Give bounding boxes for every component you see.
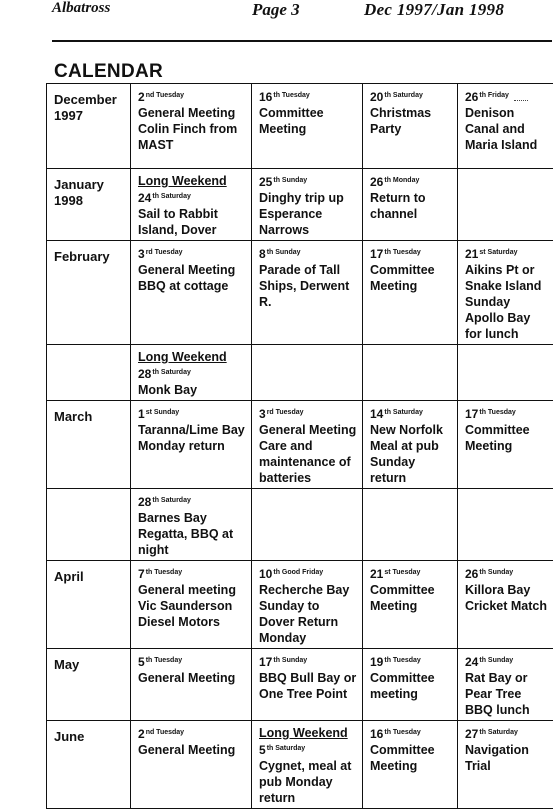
event-date — [259, 245, 357, 262]
event-cell — [363, 401, 458, 489]
event-text: General Meeting — [138, 670, 246, 686]
event-text: Killora Bay Cricket Match — [465, 582, 548, 614]
event-cell — [458, 721, 553, 809]
event-text: Taranna/Lime Bay Monday return — [138, 422, 246, 454]
day-number: 25 — [259, 175, 272, 189]
event-cell — [252, 721, 363, 809]
event-text: Monk Bay — [138, 382, 246, 398]
event-cell — [252, 561, 363, 649]
event-text: New Norfolk Meal at pub Sunday return — [370, 422, 452, 486]
event-date — [370, 725, 452, 742]
event-cell — [363, 84, 458, 169]
day-suffix: th Saturday — [152, 369, 191, 376]
calendar-title: CALENDAR — [54, 61, 163, 83]
day-number: 21 — [370, 567, 383, 581]
page-header — [52, 0, 552, 22]
day-number: 3 — [259, 407, 266, 421]
event-date — [465, 245, 548, 262]
day-number: 19 — [370, 655, 383, 669]
event-cell — [458, 169, 553, 241]
event-cell — [131, 84, 252, 169]
event-date — [259, 405, 357, 422]
event-date — [465, 88, 548, 105]
month-cell: May — [47, 649, 131, 721]
day-number: 16 — [370, 727, 383, 741]
day-suffix: th Saturday — [479, 729, 518, 736]
day-suffix: th Saturday — [384, 409, 423, 416]
event-cell — [363, 561, 458, 649]
event-date — [259, 653, 357, 670]
day-suffix: th Tuesday — [384, 729, 420, 736]
event-text: Committee Meeting — [370, 262, 452, 294]
day-number: 20 — [370, 90, 383, 104]
event-text: General Meeting BBQ at cottage — [138, 262, 246, 294]
event-cell — [131, 241, 252, 345]
event-cell — [363, 489, 458, 561]
event-text: General meeting Vic Saunderson Diesel Motors — [138, 582, 246, 630]
event-text: Barnes Bay Regatta, BBQ at night — [138, 510, 246, 558]
issue-date: Dec 1997/Jan 1998 — [364, 0, 504, 20]
day-number: 2 — [138, 727, 145, 741]
day-suffix: st Sunday — [146, 409, 179, 416]
day-suffix: rd Tuesday — [146, 249, 183, 256]
month-cell: February — [47, 241, 131, 345]
day-number: 1 — [138, 407, 145, 421]
day-number: 26 — [465, 90, 478, 104]
event-date — [370, 88, 452, 105]
day-number: 17 — [465, 407, 478, 421]
day-number: 24 — [138, 191, 151, 205]
day-suffix: th Tuesday — [384, 657, 420, 664]
event-date — [259, 173, 357, 190]
calendar-row — [47, 241, 553, 345]
event-date — [138, 493, 246, 510]
event-cell — [458, 241, 553, 345]
event-text: Sail to Rabbit Island, Dover — [138, 206, 246, 238]
day-suffix: st Saturday — [479, 249, 517, 256]
day-suffix: th Sunday — [479, 657, 513, 664]
event-cell — [363, 345, 458, 401]
day-number: 26 — [465, 567, 478, 581]
day-number: 10 — [259, 567, 272, 581]
day-number: 21 — [465, 247, 478, 261]
day-number: 14 — [370, 407, 383, 421]
event-date — [259, 88, 357, 105]
month-cell: June — [47, 721, 131, 809]
event-date — [138, 365, 246, 382]
event-text: Denison Canal and Maria Island — [465, 105, 548, 153]
event-text: General Meeting Colin Finch from MAST — [138, 105, 246, 153]
event-date — [138, 245, 246, 262]
day-suffix: th Good Friday — [273, 569, 323, 576]
event-cell — [252, 84, 363, 169]
long-weekend-heading: Long Weekend — [138, 349, 246, 365]
event-date — [370, 245, 452, 262]
event-text: BBQ Bull Bay or One Tree Point — [259, 670, 357, 702]
event-text: Cygnet, meal at pub Monday return — [259, 758, 357, 806]
event-text: Parade of Tall Ships, Derwent R. — [259, 262, 357, 310]
calendar-row — [47, 401, 553, 489]
event-date — [370, 405, 452, 422]
month-cell: April — [47, 561, 131, 649]
event-text: Christmas Party — [370, 105, 452, 137]
event-cell — [458, 489, 553, 561]
long-weekend-heading: Long Weekend — [259, 725, 357, 741]
event-cell — [131, 345, 252, 401]
calendar-row — [47, 169, 553, 241]
event-date — [370, 173, 452, 190]
event-date — [370, 653, 452, 670]
event-cell — [252, 649, 363, 721]
event-cell — [363, 721, 458, 809]
calendar-row — [47, 649, 553, 721]
event-cell — [458, 84, 553, 169]
day-suffix: th Tuesday — [146, 657, 182, 664]
event-date — [465, 725, 548, 742]
day-suffix: nd Tuesday — [146, 92, 184, 99]
event-cell — [252, 489, 363, 561]
event-date — [138, 653, 246, 670]
calendar-table — [46, 83, 553, 809]
event-text: Committee Meeting — [465, 422, 548, 454]
event-text: Return to channel — [370, 190, 452, 222]
day-number: 5 — [259, 743, 266, 757]
event-text: Rat Bay or Pear Tree BBQ lunch — [465, 670, 548, 718]
event-cell — [363, 649, 458, 721]
day-number: 5 — [138, 655, 145, 669]
day-suffix: nd Tuesday — [146, 729, 184, 736]
day-number: 2 — [138, 90, 145, 104]
day-number: 26 — [370, 175, 383, 189]
month-cell: January 1998 — [47, 169, 131, 241]
day-suffix: th Tuesday — [146, 569, 182, 576]
month-cell: March — [47, 401, 131, 489]
day-suffix: th Tuesday — [384, 249, 420, 256]
event-cell — [131, 401, 252, 489]
event-cell — [131, 489, 252, 561]
day-number: 17 — [370, 247, 383, 261]
event-text: Dinghy trip up Esperance Narrows — [259, 190, 357, 238]
day-suffix: th Saturday — [152, 193, 191, 200]
day-suffix: th Sunday — [267, 249, 301, 256]
event-date — [138, 405, 246, 422]
calendar-row — [47, 84, 553, 169]
newsletter-title: Albatross — [52, 0, 110, 17]
event-cell — [131, 561, 252, 649]
event-text: Committee Meeting — [370, 742, 452, 774]
day-number: 27 — [465, 727, 478, 741]
day-number: 8 — [259, 247, 266, 261]
event-text: Committee Meeting — [370, 582, 452, 614]
day-suffix: th Friday — [479, 92, 509, 99]
event-cell — [363, 169, 458, 241]
event-text: Aikins Pt or Snake Island Sunday Apollo Bay for lunch — [465, 262, 548, 342]
event-date — [138, 565, 246, 582]
event-cell — [252, 345, 363, 401]
event-date — [259, 741, 357, 758]
event-date — [138, 88, 246, 105]
calendar-row — [47, 345, 553, 401]
event-text: Committee Meeting — [259, 105, 357, 137]
day-suffix: th Monday — [384, 177, 419, 184]
event-cell — [252, 241, 363, 345]
event-date — [259, 565, 357, 582]
header-rule — [52, 40, 552, 42]
page-number: Page 3 — [252, 0, 300, 20]
event-cell — [131, 649, 252, 721]
day-suffix: th Tuesday — [479, 409, 515, 416]
calendar-row — [47, 489, 553, 561]
day-number: 3 — [138, 247, 145, 261]
day-suffix: th Sunday — [479, 569, 513, 576]
event-text: Recherche Bay Sunday to Dover Return Monday — [259, 582, 357, 646]
event-cell — [363, 241, 458, 345]
event-cell — [458, 401, 553, 489]
month-cell — [47, 345, 131, 401]
day-number: 7 — [138, 567, 145, 581]
dotted-leader — [514, 94, 528, 101]
event-date — [370, 565, 452, 582]
day-suffix: th Saturday — [267, 745, 306, 752]
event-date — [138, 189, 246, 206]
calendar-row — [47, 721, 553, 809]
event-cell — [458, 649, 553, 721]
event-date — [465, 405, 548, 422]
event-date — [138, 725, 246, 742]
day-suffix: th Tuesday — [273, 92, 309, 99]
event-date — [465, 653, 548, 670]
calendar-row — [47, 561, 553, 649]
day-suffix: th Saturday — [152, 497, 191, 504]
event-cell — [252, 169, 363, 241]
day-number: 24 — [465, 655, 478, 669]
event-text: Navigation Trial — [465, 742, 548, 774]
event-text: General Meeting Care and maintenance of batteries — [259, 422, 357, 486]
event-date — [465, 565, 548, 582]
day-number: 17 — [259, 655, 272, 669]
event-cell — [252, 401, 363, 489]
day-number: 28 — [138, 495, 151, 509]
event-cell — [458, 345, 553, 401]
day-suffix: th Sunday — [273, 657, 307, 664]
event-text: General Meeting — [138, 742, 246, 758]
long-weekend-heading: Long Weekend — [138, 173, 246, 189]
day-suffix: st Tuesday — [384, 569, 420, 576]
month-cell: December 1997 — [47, 84, 131, 169]
day-suffix: th Sunday — [273, 177, 307, 184]
month-cell — [47, 489, 131, 561]
event-cell — [131, 721, 252, 809]
event-text: Committee meeting — [370, 670, 452, 702]
event-cell — [458, 561, 553, 649]
event-cell — [131, 169, 252, 241]
day-suffix: th Saturday — [384, 92, 423, 99]
day-suffix: rd Tuesday — [267, 409, 304, 416]
day-number: 28 — [138, 367, 151, 381]
day-number: 16 — [259, 90, 272, 104]
